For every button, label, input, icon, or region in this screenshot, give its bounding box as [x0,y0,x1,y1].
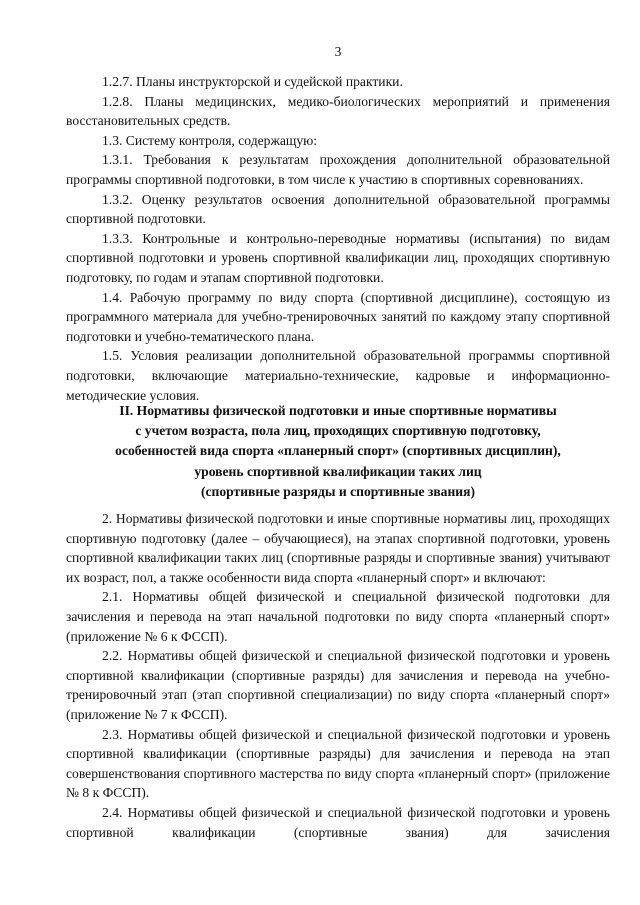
paragraph-1-2-8: 1.2.8. Планы медицинских, медико-биологических мероприятий и применения восстановительных средств. [66,93,610,129]
heading-line: (спортивные разряды и спортивные звания) [200,483,476,499]
paragraph-2-2: 2.2. Нормативы общей физической и специальной физической подготовки и уровень спортивной квалификации (спортивные разряды) для зачисления и перевода на учебно-тренировочный этап (этап спортивной специализации) по виду спорта «планерный спорт» (приложение № 7 к ФССП). [66,648,610,722]
heading-line: II. Нормативы физической подготовки и иные спортивные нормативы [119,403,557,418]
heading-line: уровень спортивной квалификации таких лиц [194,463,482,479]
paragraph-1-3-1: 1.3.1. Требования к результатам прохождения дополнительной образовательной программы спортивной подготовки, в том числе к участию в спортивных соревнованиях. [66,152,610,187]
paragraph-1-2-7: 1.2.7. Планы инструкторской и судейской практики. [102,74,403,89]
paragraph-1-4: 1.4. Рабочую программу по виду спорта (спортивной дисциплине), состоящую из программного материала для учебно-тренировочных занятий по каждому этапу спортивной подготовки и учебно-тематического плана. [66,289,610,344]
heading-line: с учетом возраста, пола лиц, проходящих спортивную подготовку, [135,423,541,439]
paragraph-1-3-2: 1.3.2. Оценку результатов освоения дополнительной образовательной программы спортивной подготовки. [66,191,610,227]
paragraph-2: 2. Нормативы физической подготовки и иные спортивные нормативы лиц, проходящих спортивную подготовку (далее – обучающиеся), на этапах спортивной подготовки, уровень спортивной квалификации таких лиц (спортивные разряды и спортивные звания) учитывают их возраст, пол, а также особенности вида спорта «планерный спорт» и включают: [66,511,610,585]
paragraph-1-3: 1.3. Систему контроля, содержащую: [102,132,318,148]
section-1-list [66,72,610,405]
page-number: 3 [334,44,342,59]
paragraph-1-3-3: 1.3.3. Контрольные и контрольно-переводные нормативы (испытания) по видам спортивной подготовки и уровень спортивной квалификации лиц, проходящих спортивную подготовку, по годам и этапам спортивной подготовки. [66,230,610,285]
paragraph-1-5: 1.5. Условия реализации дополнительной образовательной программы спортивной подготовки, включающие материально-технические, кадровые и информационно-методические условия. [66,348,610,403]
heading-line: особенностей вида спорта «планерный спорт» (спортивных дисциплин), [115,443,561,459]
section-2-heading [66,401,610,502]
paragraph-2-1: 2.1. Нормативы общей физической и специальной физической подготовки для зачисления и перевода на этап начальной подготовки по виду спорта «планерный спорт» (приложение № 6 к ФССП). [66,589,610,644]
paragraph-2-3: 2.3. Нормативы общей физической и специальной физической подготовки и уровень спортивной квалификации (спортивные разряды) для зачисления и перевода на этап совершенствования спортивного мастерства по виду спорта «планерный спорт» (приложение № 8 к ФССП). [66,726,610,801]
section-2-list [66,509,610,842]
paragraph-2-4: 2.4. Нормативы общей физической и специальной физической подготовки и уровень спортивной квалификации (спортивные звания) для зачисления [66,804,610,840]
